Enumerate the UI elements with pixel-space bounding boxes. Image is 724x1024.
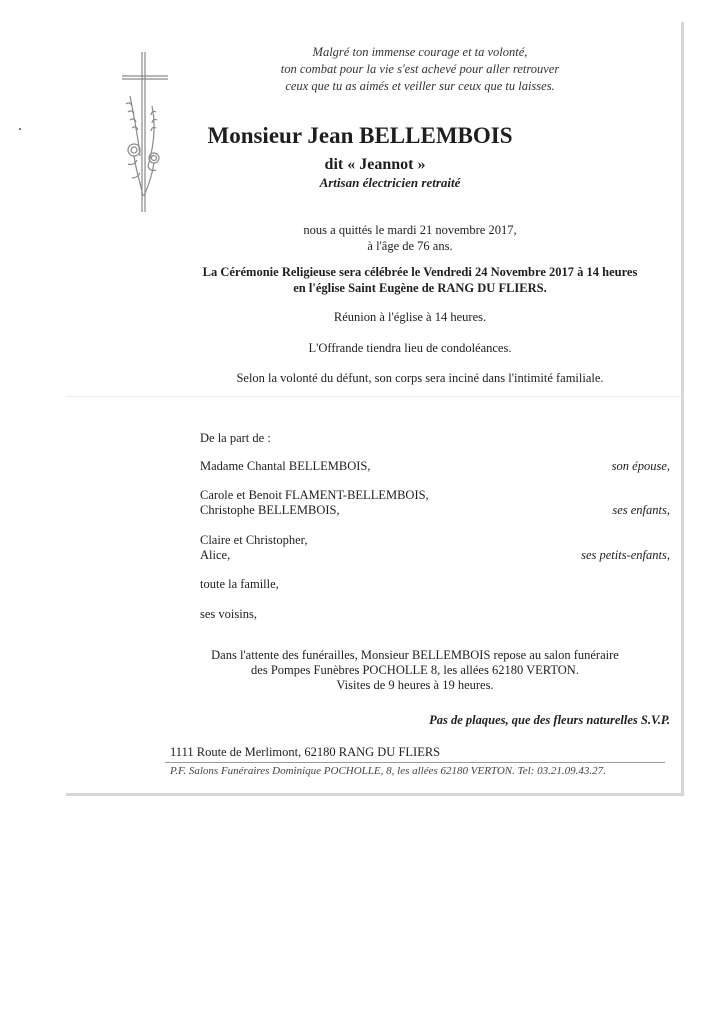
family-name: Alice, — [200, 548, 231, 562]
flowers-notice: Pas de plaques, que des fleurs naturelles S.V.P. — [429, 713, 670, 727]
from-label: De la part de : — [200, 431, 271, 445]
ceremony-line: La Cérémonie Religieuse sera célébrée le Vendredi 24 Novembre 2017 à 14 heures — [202, 265, 638, 279]
death-line: nous a quittés le mardi 21 novembre 2017, — [303, 223, 517, 237]
funeral-home-line: des Pompes Funèbres POCHOLLE 8, les allées 62180 VERTON. — [251, 663, 579, 677]
poem-line: Malgré ton immense courage et ta volonté, — [312, 45, 528, 59]
family-entry — [200, 488, 670, 518]
family-name: Claire et Christopher, — [200, 533, 308, 547]
poem-line: ton combat pour la vie s'est achevé pour aller retrouver — [280, 62, 560, 76]
poem — [220, 44, 620, 95]
family-relation: ses enfants, — [612, 503, 670, 517]
deceased-profession: Artisan électricien retraité — [319, 175, 461, 190]
footer: P.F. Salons Funéraires Dominique POCHOLLE, 8, les allées 62180 VERTON. Tel: 03.21.09.43.27. — [170, 765, 606, 777]
family-relation: ses petits-enfants, — [581, 548, 670, 562]
cross-flower-icon — [112, 46, 182, 221]
funeral-home-line: Visites de 9 heures à 19 heures. — [336, 678, 494, 692]
family-relation: son épouse, — [611, 459, 670, 473]
funeral-home-notice — [175, 648, 655, 693]
footer-rule — [165, 762, 665, 763]
meeting-notice: Réunion à l'église à 14 heures. — [333, 310, 487, 324]
family-entry — [200, 458, 670, 474]
fold-line — [66, 396, 681, 397]
poem-line: ceux que tu as aimés et veiller sur ceux que tu laisses. — [285, 79, 555, 93]
funeral-home-line: Dans l'attente des funérailles, Monsieur BELLEMBOIS repose au salon funéraire — [211, 648, 619, 662]
family-name: Carole et Benoit FLAMENT-BELLEMBOIS, — [200, 488, 429, 502]
family-name: Madame Chantal BELLEMBOIS, — [200, 459, 371, 473]
family-name: Christophe BELLEMBOIS, — [200, 503, 340, 517]
offering-notice: L'Offrande tiendra lieu de condoléances. — [308, 341, 512, 355]
family-entry — [200, 533, 670, 563]
ceremony — [175, 264, 665, 296]
cremation-notice: Selon la volonté du défunt, son corps sera inciné dans l'intimité familiale. — [236, 371, 604, 385]
family-entry: ses voisins, — [200, 607, 257, 621]
address: 1111 Route de Merlimont, 62180 RANG DU FLIERS — [170, 745, 441, 759]
death-line: à l'âge de 76 ans. — [367, 239, 453, 253]
deceased-nickname: dit « Jeannot » — [324, 156, 426, 173]
ceremony-line: en l'église Saint Eugène de RANG DU FLIERS. — [293, 281, 547, 295]
death-notice — [280, 222, 540, 254]
deceased-name: Monsieur Jean BELLEMBOIS — [207, 123, 513, 148]
family-entry: toute la famille, — [200, 577, 279, 591]
scan-speck — [19, 128, 21, 130]
